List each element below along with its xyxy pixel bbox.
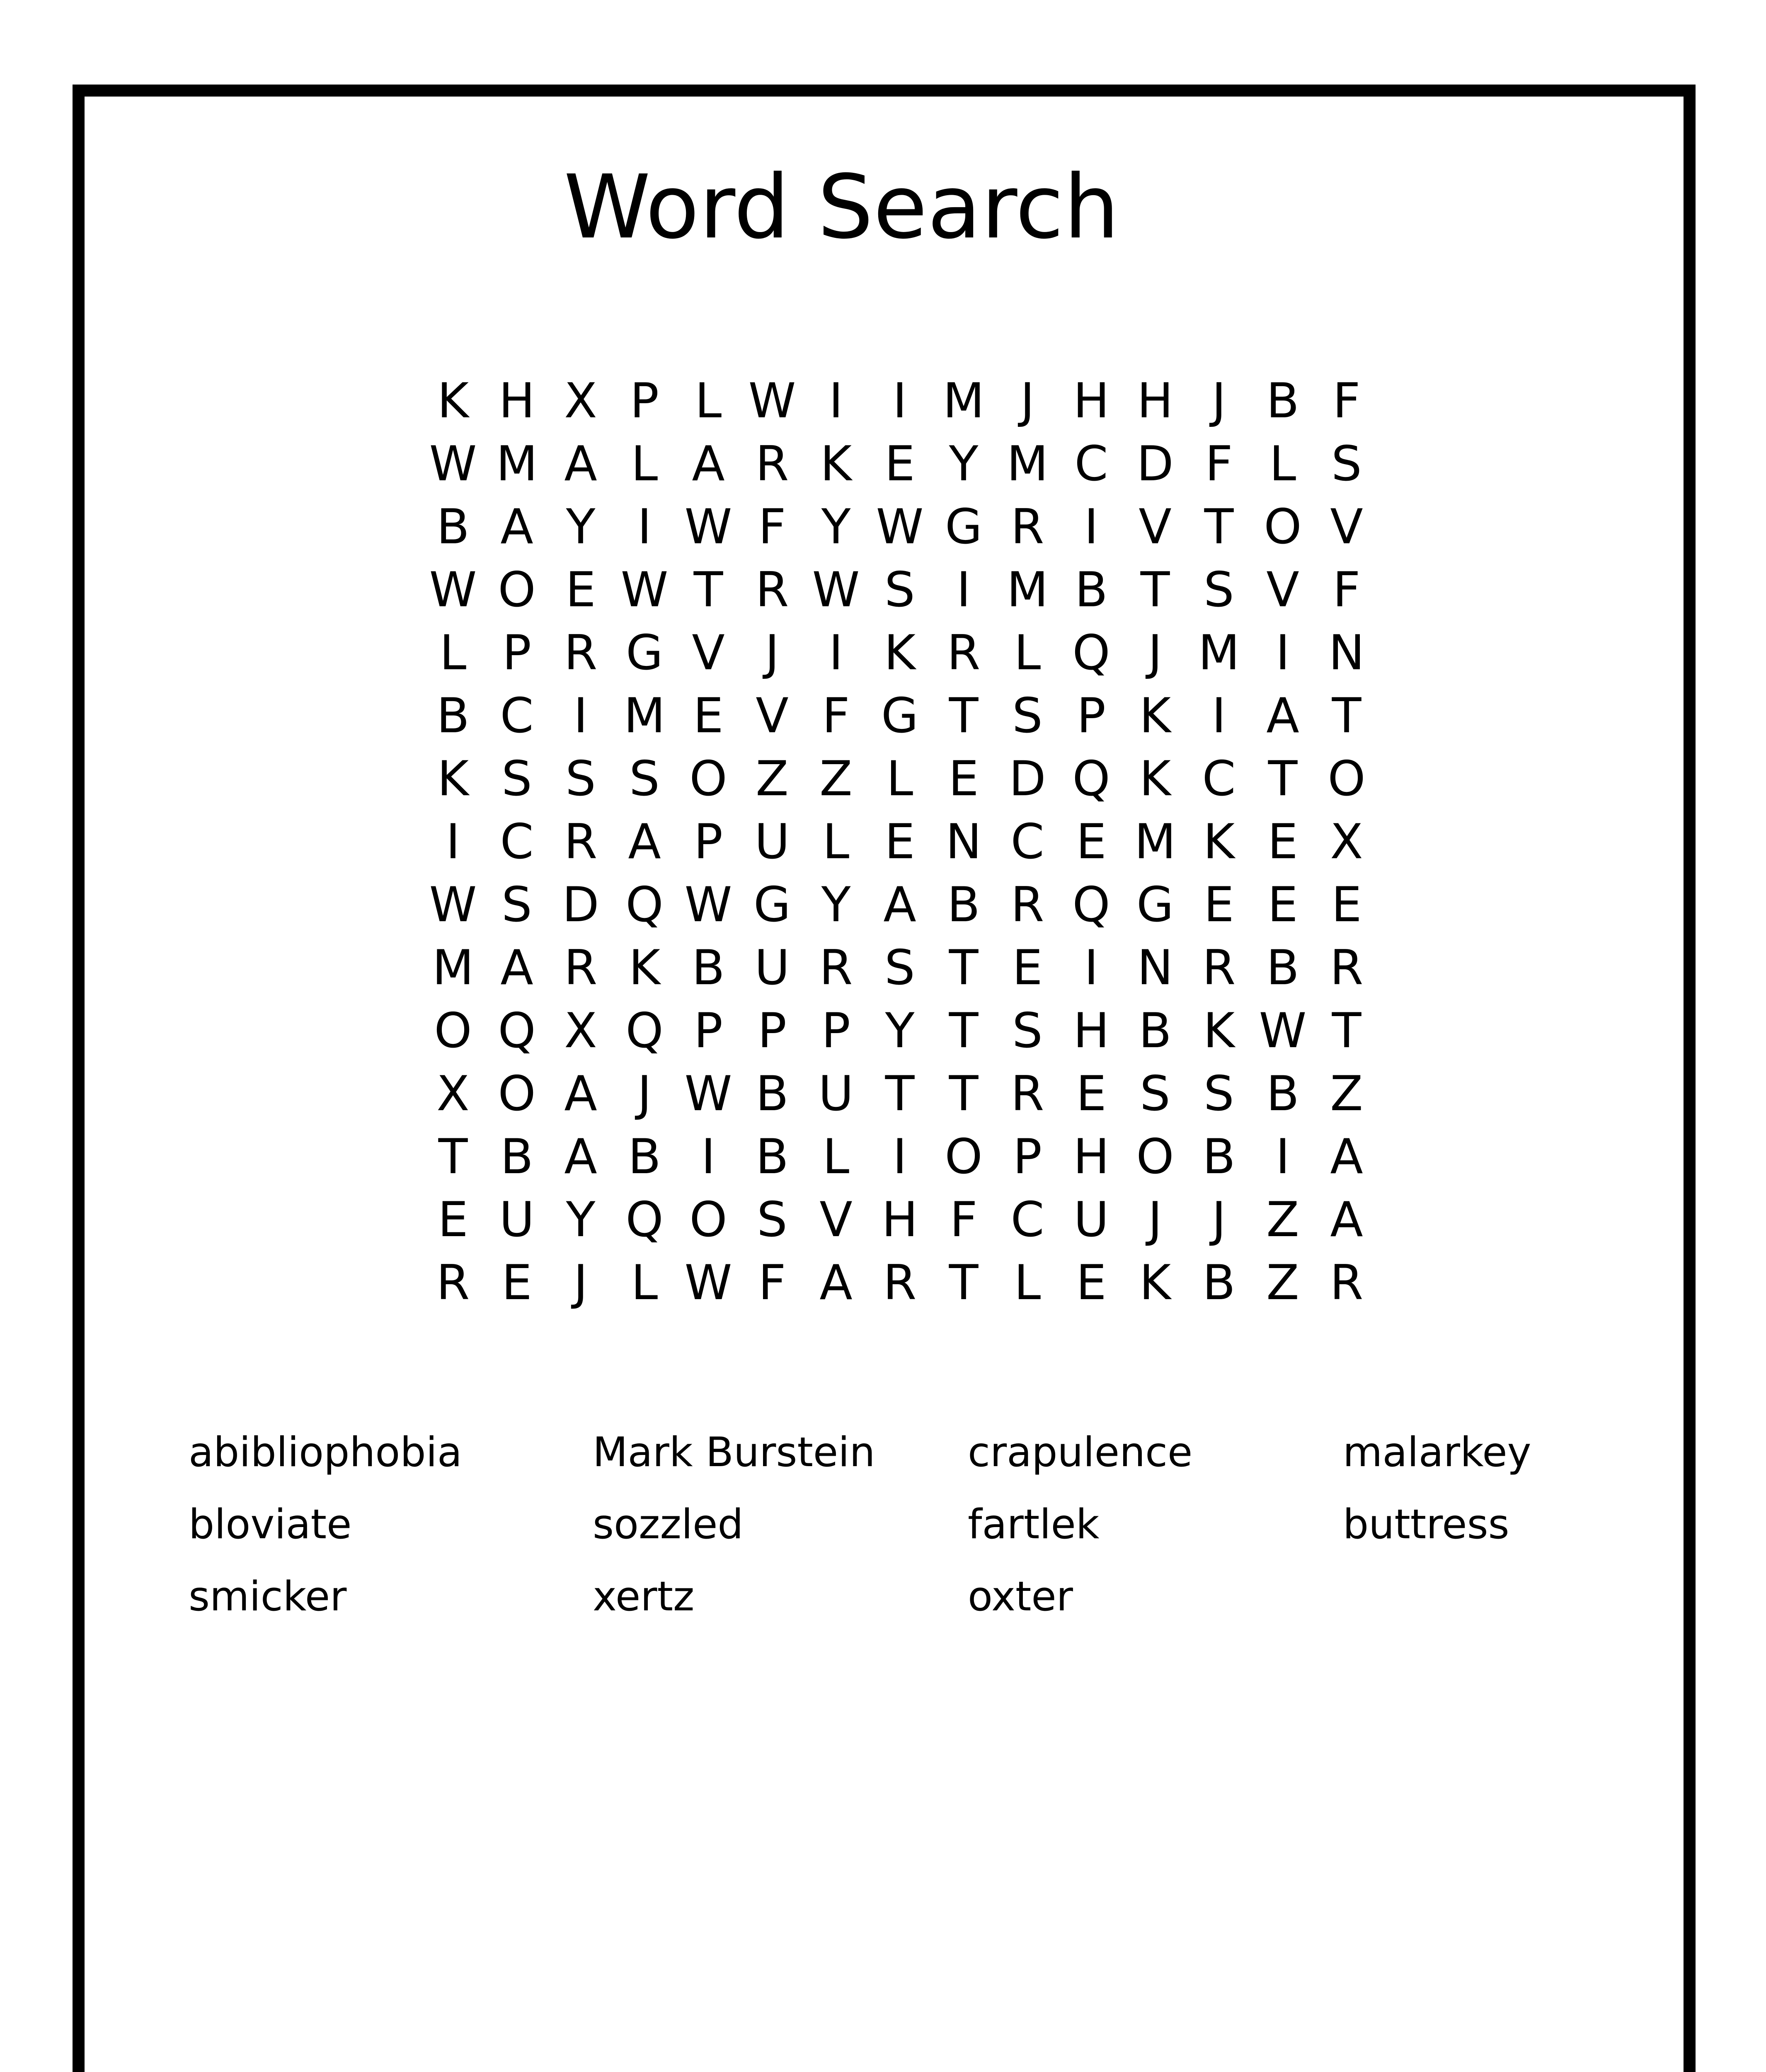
word-list-item: xertz	[593, 1573, 695, 1620]
grid-cell: I	[1084, 940, 1099, 996]
grid-cell: T	[949, 1066, 979, 1122]
grid-cell: S	[1140, 1066, 1170, 1122]
grid-cell: I	[828, 625, 843, 681]
grid-cell: W	[1259, 1003, 1307, 1059]
grid-cell: T	[1332, 688, 1361, 744]
grid-cell: K	[437, 373, 469, 429]
grid-cell: F	[1332, 562, 1361, 618]
grid-cell: X	[1330, 814, 1363, 870]
grid-cell: B	[756, 1066, 789, 1122]
grid-cell: W	[748, 373, 796, 429]
grid-cell: P	[821, 1003, 850, 1059]
grid-cell: M	[1006, 436, 1049, 492]
grid-cell: J	[765, 625, 780, 681]
grid-cell: Y	[821, 877, 851, 933]
grid-cell: K	[884, 625, 916, 681]
grid-cell: L	[695, 373, 722, 429]
grid-cell: W	[876, 499, 924, 555]
grid-cell: B	[1202, 1129, 1235, 1185]
grid-cell: I	[701, 1129, 716, 1185]
grid-cell: F	[758, 1255, 786, 1311]
grid-cell: O	[945, 1129, 983, 1185]
grid-cell: H	[1073, 1003, 1110, 1059]
grid-cell: K	[1203, 814, 1235, 870]
grid-cell: S	[884, 940, 915, 996]
grid-cell: J	[1148, 625, 1163, 681]
word-list	[189, 1416, 1598, 1633]
grid-cell: S	[1204, 562, 1234, 618]
grid-cell: G	[753, 877, 791, 933]
grid-cell: B	[756, 1129, 789, 1185]
grid-cell: E	[693, 688, 724, 744]
grid-cell: E	[1267, 814, 1298, 870]
grid-cell: L	[1014, 625, 1041, 681]
grid-cell: I	[956, 562, 971, 618]
grid-cell: C	[1010, 1192, 1044, 1248]
grid-cell: O	[1136, 1129, 1174, 1185]
grid-cell: T	[693, 562, 723, 618]
grid-cell: B	[1202, 1255, 1235, 1311]
grid-cell: I	[1275, 625, 1290, 681]
grid-cell: X	[564, 373, 597, 429]
grid-cell: R	[1010, 499, 1044, 555]
grid-cell: Y	[566, 499, 596, 555]
word-list-item: crapulence	[968, 1429, 1193, 1476]
grid-cell: V	[692, 625, 725, 681]
grid-cell: O	[498, 1066, 536, 1122]
grid-cell: Z	[1266, 1255, 1299, 1311]
grid-cell: B	[1075, 562, 1108, 618]
grid-cell: P	[502, 625, 531, 681]
grid-cell: E	[1331, 877, 1362, 933]
grid-cell: C	[1074, 436, 1108, 492]
grid-cell: P	[630, 373, 659, 429]
grid-cell: M	[1198, 625, 1240, 681]
grid-cell: H	[882, 1192, 918, 1248]
grid-cell: K	[820, 436, 852, 492]
grid-cell: J	[1020, 373, 1035, 429]
grid-cell: H	[499, 373, 535, 429]
grid-cell: T	[949, 1255, 979, 1311]
grid-cell: W	[429, 562, 477, 618]
grid-cell: M	[623, 688, 666, 744]
grid-cell: Y	[566, 1192, 596, 1248]
grid-cell: P	[1077, 688, 1106, 744]
grid-cell: O	[1264, 499, 1302, 555]
grid-cell: R	[564, 814, 598, 870]
grid-cell: B	[947, 877, 980, 933]
grid-cell: R	[1202, 940, 1236, 996]
grid-cell: B	[628, 1129, 661, 1185]
word-list-item: smicker	[189, 1573, 347, 1620]
grid-cell: R	[1330, 1255, 1364, 1311]
grid-cell: A	[1266, 688, 1299, 744]
grid-cell: B	[1266, 373, 1299, 429]
grid-cell: V	[1139, 499, 1172, 555]
grid-cell: Q	[625, 1192, 664, 1248]
grid-cell: J	[637, 1066, 652, 1122]
grid-cell: R	[947, 625, 981, 681]
grid-cell: S	[629, 751, 660, 807]
grid-cell: W	[684, 499, 732, 555]
grid-cell: S	[884, 562, 915, 618]
grid-cell: A	[564, 436, 597, 492]
grid-cell: I	[1275, 1129, 1290, 1185]
grid-cell: Q	[1072, 751, 1110, 807]
grid-cell: T	[885, 1066, 915, 1122]
grid-cell: A	[564, 1066, 597, 1122]
grid-cell: S	[757, 1192, 787, 1248]
grid-cell: G	[626, 625, 663, 681]
grid-cell: A	[500, 940, 533, 996]
grid-cell: C	[1202, 751, 1236, 807]
grid-cell: E	[501, 1255, 532, 1311]
grid-cell: Z	[819, 751, 853, 807]
grid-cell: E	[1076, 1066, 1107, 1122]
grid-cell: V	[756, 688, 789, 744]
word-list-item: malarkey	[1343, 1429, 1531, 1476]
letter-grid	[421, 370, 1378, 1314]
grid-cell: P	[758, 1003, 787, 1059]
grid-cell: T	[949, 940, 979, 996]
grid-cell: E	[438, 1192, 468, 1248]
grid-cell: J	[573, 1255, 588, 1311]
grid-cell: W	[684, 1066, 732, 1122]
grid-cell: E	[1012, 940, 1043, 996]
grid-cell: W	[684, 1255, 732, 1311]
grid-cell: O	[434, 1003, 472, 1059]
grid-cell: L	[631, 1255, 658, 1311]
grid-cell: S	[1204, 1066, 1234, 1122]
grid-cell: L	[1014, 1255, 1041, 1311]
grid-cell: J	[1148, 1192, 1163, 1248]
grid-cell: R	[1010, 877, 1044, 933]
grid-cell: L	[631, 436, 658, 492]
grid-cell: P	[1013, 1129, 1042, 1185]
grid-cell: S	[1331, 436, 1362, 492]
word-list-item: fartlek	[968, 1501, 1100, 1548]
grid-cell: W	[684, 877, 732, 933]
grid-cell: D	[1009, 751, 1046, 807]
grid-cell: O	[689, 1192, 727, 1248]
grid-cell: W	[429, 877, 477, 933]
grid-cell: K	[437, 751, 469, 807]
grid-cell: J	[1211, 1192, 1226, 1248]
grid-cell: M	[942, 373, 985, 429]
grid-cell: S	[501, 751, 532, 807]
grid-cell: E	[1076, 1255, 1107, 1311]
grid-cell: W	[429, 436, 477, 492]
grid-cell: Q	[1072, 877, 1110, 933]
grid-cell: Q	[625, 877, 664, 933]
grid-cell: O	[1328, 751, 1366, 807]
word-list-item: abibliophobia	[189, 1429, 462, 1476]
grid-cell: E	[948, 751, 979, 807]
grid-cell: K	[1139, 751, 1171, 807]
grid-cell: R	[564, 625, 598, 681]
grid-cell: G	[881, 688, 918, 744]
grid-cell: A	[883, 877, 916, 933]
grid-cell: U	[818, 1066, 854, 1122]
grid-cell: P	[694, 1003, 723, 1059]
grid-cell: C	[500, 688, 534, 744]
grid-cell: G	[945, 499, 982, 555]
grid-cell: S	[1012, 688, 1043, 744]
grid-cell: I	[637, 499, 652, 555]
grid-cell: E	[884, 814, 915, 870]
grid-cell: E	[884, 436, 915, 492]
grid-cell: A	[564, 1129, 597, 1185]
grid-cell: C	[500, 814, 534, 870]
grid-cell: H	[1073, 373, 1110, 429]
grid-cell: I	[892, 1129, 907, 1185]
grid-cell: I	[446, 814, 460, 870]
grid-cell: T	[1268, 751, 1298, 807]
grid-cell: N	[945, 814, 982, 870]
grid-cell: R	[755, 562, 789, 618]
grid-cell: L	[1269, 436, 1296, 492]
grid-cell: B	[1266, 940, 1299, 996]
grid-cell: R	[436, 1255, 470, 1311]
grid-cell: Y	[949, 436, 979, 492]
grid-cell: U	[499, 1192, 535, 1248]
grid-cell: B	[1139, 1003, 1172, 1059]
grid-cell: B	[436, 688, 470, 744]
grid-cell: Z	[1266, 1192, 1299, 1248]
grid-cell: D	[562, 877, 599, 933]
grid-cell: X	[436, 1066, 470, 1122]
grid-cell: W	[812, 562, 860, 618]
grid-cell: I	[1211, 688, 1226, 744]
grid-cell: U	[754, 814, 790, 870]
grid-cell: F	[822, 688, 850, 744]
grid-cell: F	[1205, 436, 1233, 492]
grid-cell: R	[564, 940, 598, 996]
grid-cell: X	[564, 1003, 597, 1059]
grid-cell: Q	[498, 1003, 536, 1059]
word-list-item: oxter	[968, 1573, 1073, 1620]
grid-cell: C	[1010, 814, 1044, 870]
grid-cell: M	[432, 940, 474, 996]
page-title: Word Search	[564, 156, 1119, 258]
grid-cell: T	[949, 1003, 979, 1059]
grid-cell: Y	[821, 499, 851, 555]
grid-cell: J	[1211, 373, 1226, 429]
grid-cell: A	[628, 814, 661, 870]
grid-cell: V	[1330, 499, 1363, 555]
grid-cell: F	[1332, 373, 1361, 429]
grid-cell: F	[950, 1192, 978, 1248]
grid-cell: S	[565, 751, 596, 807]
grid-cell: M	[496, 436, 538, 492]
grid-cell: M	[1134, 814, 1176, 870]
grid-cell: G	[1136, 877, 1174, 933]
grid-cell: Y	[885, 1003, 915, 1059]
grid-cell: Z	[1330, 1066, 1363, 1122]
grid-cell: T	[1332, 1003, 1361, 1059]
word-list-item: Mark Burstein	[593, 1429, 875, 1476]
grid-cell: V	[1266, 562, 1299, 618]
grid-cell: T	[1140, 562, 1170, 618]
grid-cell: B	[692, 940, 725, 996]
grid-cell: K	[628, 940, 661, 996]
grid-cell: B	[1266, 1066, 1299, 1122]
grid-cell: A	[692, 436, 725, 492]
grid-cell: Q	[1072, 625, 1110, 681]
grid-cell: K	[1139, 688, 1171, 744]
grid-cell: A	[1330, 1129, 1363, 1185]
grid-cell: E	[565, 562, 596, 618]
grid-cell: O	[689, 751, 727, 807]
grid-cell: R	[819, 940, 853, 996]
grid-cell: L	[822, 814, 850, 870]
grid-cell: S	[501, 877, 532, 933]
grid-cell: S	[1012, 1003, 1043, 1059]
grid-cell: L	[886, 751, 913, 807]
grid-cell: N	[1328, 625, 1365, 681]
grid-cell: A	[500, 499, 533, 555]
grid-cell: F	[758, 499, 786, 555]
grid-cell: K	[1139, 1255, 1171, 1311]
grid-cell: M	[1006, 562, 1049, 618]
grid-cell: I	[573, 688, 588, 744]
grid-cell: U	[1073, 1192, 1109, 1248]
grid-cell: A	[1330, 1192, 1363, 1248]
grid-cell: L	[439, 625, 467, 681]
grid-cell: Z	[756, 751, 789, 807]
grid-cell: O	[498, 562, 536, 618]
grid-cell: T	[438, 1129, 468, 1185]
grid-cell: I	[828, 373, 843, 429]
grid-cell: T	[949, 688, 979, 744]
grid-cell: V	[819, 1192, 853, 1248]
grid-cell: B	[500, 1129, 533, 1185]
word-list-item: bloviate	[189, 1501, 352, 1548]
grid-cell: H	[1137, 373, 1173, 429]
grid-cell: R	[883, 1255, 917, 1311]
grid-cell: H	[1073, 1129, 1110, 1185]
grid-cell: W	[620, 562, 669, 618]
grid-cell: Q	[625, 1003, 664, 1059]
grid-cell: L	[822, 1129, 850, 1185]
word-list-item: sozzled	[593, 1501, 744, 1548]
grid-cell: E	[1267, 877, 1298, 933]
grid-cell: B	[436, 499, 470, 555]
grid-cell: I	[1084, 499, 1099, 555]
grid-cell: R	[1330, 940, 1364, 996]
word-list-item: buttress	[1343, 1501, 1509, 1548]
grid-cell: E	[1076, 814, 1107, 870]
grid-cell: E	[1204, 877, 1234, 933]
grid-cell: K	[1203, 1003, 1235, 1059]
grid-cell: T	[1204, 499, 1234, 555]
grid-cell: U	[754, 940, 790, 996]
grid-cell: N	[1137, 940, 1173, 996]
grid-cell: P	[694, 814, 723, 870]
grid-cell: D	[1136, 436, 1174, 492]
grid-cell: A	[819, 1255, 853, 1311]
grid-cell: R	[1010, 1066, 1044, 1122]
grid-cell: I	[892, 373, 907, 429]
grid-cell: R	[755, 436, 789, 492]
